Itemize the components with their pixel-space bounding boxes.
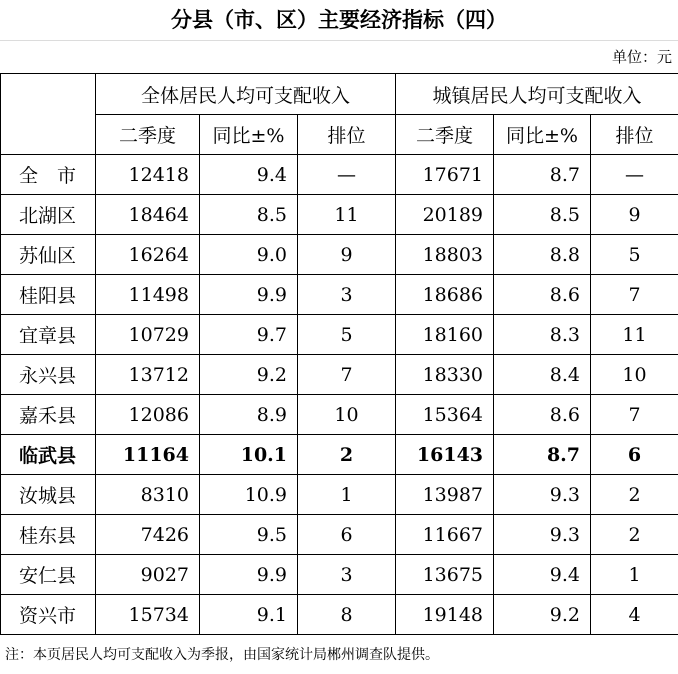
- header-q2: 二季度: [396, 115, 494, 155]
- cell-b: 9.4: [200, 155, 298, 195]
- table-row: [1, 315, 678, 355]
- cell-a: 10729: [96, 315, 200, 355]
- cell-f: 11: [591, 315, 678, 355]
- table-row: [1, 235, 678, 275]
- cell-a: 7426: [96, 515, 200, 555]
- cell-c: 8: [298, 595, 396, 635]
- cell-a: 16264: [96, 235, 200, 275]
- cell-d: 18803: [396, 235, 494, 275]
- cell-f: 9: [591, 195, 678, 235]
- cell-f: 2: [591, 515, 678, 555]
- cell-d: 15364: [396, 395, 494, 435]
- cell-f: 1: [591, 555, 678, 595]
- cell-b: 9.7: [200, 315, 298, 355]
- cell-e: 9.3: [494, 515, 591, 555]
- cell-c: 3: [298, 555, 396, 595]
- cell-c: 1: [298, 475, 396, 515]
- cell-b: 10.9: [200, 475, 298, 515]
- cell-d: 19148: [396, 595, 494, 635]
- cell-d: 13987: [396, 475, 494, 515]
- cell-e: 8.6: [494, 395, 591, 435]
- cell-name: 临武县: [1, 435, 96, 475]
- header-group-all-residents: 全体居民人均可支配收入: [96, 74, 396, 115]
- cell-name: 永兴县: [1, 355, 96, 395]
- table-row: [1, 475, 678, 515]
- cell-c: 2: [298, 435, 396, 475]
- cell-c: 9: [298, 235, 396, 275]
- cell-name: 苏仙区: [1, 235, 96, 275]
- unit-label: 单位：元: [611, 48, 672, 66]
- cell-f: 5: [591, 235, 678, 275]
- header-rank: 排位: [591, 115, 678, 155]
- cell-b: 9.2: [200, 355, 298, 395]
- cell-a: 11498: [96, 275, 200, 315]
- cell-e: 8.4: [494, 355, 591, 395]
- header-group-urban-residents: 城镇居民人均可支配收入: [396, 74, 678, 115]
- header-yoy: 同比±%: [494, 115, 591, 155]
- cell-d: 18686: [396, 275, 494, 315]
- corner-cell: [1, 74, 96, 155]
- cell-e: 8.7: [494, 155, 591, 195]
- cell-f: 7: [591, 395, 678, 435]
- cell-b: 9.9: [200, 275, 298, 315]
- table-row: [1, 435, 678, 475]
- cell-d: 20189: [396, 195, 494, 235]
- cell-name: 全 市: [1, 155, 96, 195]
- cell-d: 17671: [396, 155, 494, 195]
- cell-d: 18160: [396, 315, 494, 355]
- cell-d: 13675: [396, 555, 494, 595]
- cell-f: 6: [591, 435, 678, 475]
- cell-a: 13712: [96, 355, 200, 395]
- cell-e: 9.3: [494, 475, 591, 515]
- cell-e: 9.4: [494, 555, 591, 595]
- cell-c: —: [298, 155, 396, 195]
- cell-a: 11164: [96, 435, 200, 475]
- cell-name: 桂东县: [1, 515, 96, 555]
- cell-e: 8.7: [494, 435, 591, 475]
- cell-d: 18330: [396, 355, 494, 395]
- cell-b: 9.1: [200, 595, 298, 635]
- table-row: [1, 515, 678, 555]
- cell-c: 10: [298, 395, 396, 435]
- header-yoy: 同比±%: [200, 115, 298, 155]
- cell-name: 桂阳县: [1, 275, 96, 315]
- cell-e: 9.2: [494, 595, 591, 635]
- cell-e: 8.6: [494, 275, 591, 315]
- cell-e: 8.5: [494, 195, 591, 235]
- cell-b: 8.9: [200, 395, 298, 435]
- cell-d: 11667: [396, 515, 494, 555]
- header-rank: 排位: [298, 115, 396, 155]
- cell-c: 3: [298, 275, 396, 315]
- cell-b: 9.9: [200, 555, 298, 595]
- footnote: 注：本页居民人均可支配收入为季报，由国家统计局郴州调查队提供。: [5, 647, 439, 663]
- indicator-table: [0, 73, 678, 635]
- cell-a: 12418: [96, 155, 200, 195]
- cell-d: 16143: [396, 435, 494, 475]
- header-q2: 二季度: [96, 115, 200, 155]
- cell-name: 北湖区: [1, 195, 96, 235]
- table-row: [1, 355, 678, 395]
- cell-a: 8310: [96, 475, 200, 515]
- cell-c: 5: [298, 315, 396, 355]
- cell-f: 7: [591, 275, 678, 315]
- cell-name: 宜章县: [1, 315, 96, 355]
- cell-f: 2: [591, 475, 678, 515]
- cell-c: 11: [298, 195, 396, 235]
- cell-f: —: [591, 155, 678, 195]
- cell-a: 9027: [96, 555, 200, 595]
- cell-name: 嘉禾县: [1, 395, 96, 435]
- cell-e: 8.8: [494, 235, 591, 275]
- cell-a: 18464: [96, 195, 200, 235]
- table-row: [1, 595, 678, 635]
- table-row: [1, 195, 678, 235]
- cell-c: 7: [298, 355, 396, 395]
- cell-b: 10.1: [200, 435, 298, 475]
- cell-e: 8.3: [494, 315, 591, 355]
- table-row: [1, 155, 678, 195]
- table-row: [1, 275, 678, 315]
- cell-c: 6: [298, 515, 396, 555]
- cell-b: 9.5: [200, 515, 298, 555]
- table-row: [1, 555, 678, 595]
- cell-name: 汝城县: [1, 475, 96, 515]
- cell-name: 资兴市: [1, 595, 96, 635]
- cell-b: 8.5: [200, 195, 298, 235]
- table-row: [1, 395, 678, 435]
- page-title: 分县（市、区）主要经济指标（四）: [0, 0, 678, 41]
- cell-b: 9.0: [200, 235, 298, 275]
- cell-name: 安仁县: [1, 555, 96, 595]
- cell-f: 10: [591, 355, 678, 395]
- cell-a: 12086: [96, 395, 200, 435]
- cell-f: 4: [591, 595, 678, 635]
- cell-a: 15734: [96, 595, 200, 635]
